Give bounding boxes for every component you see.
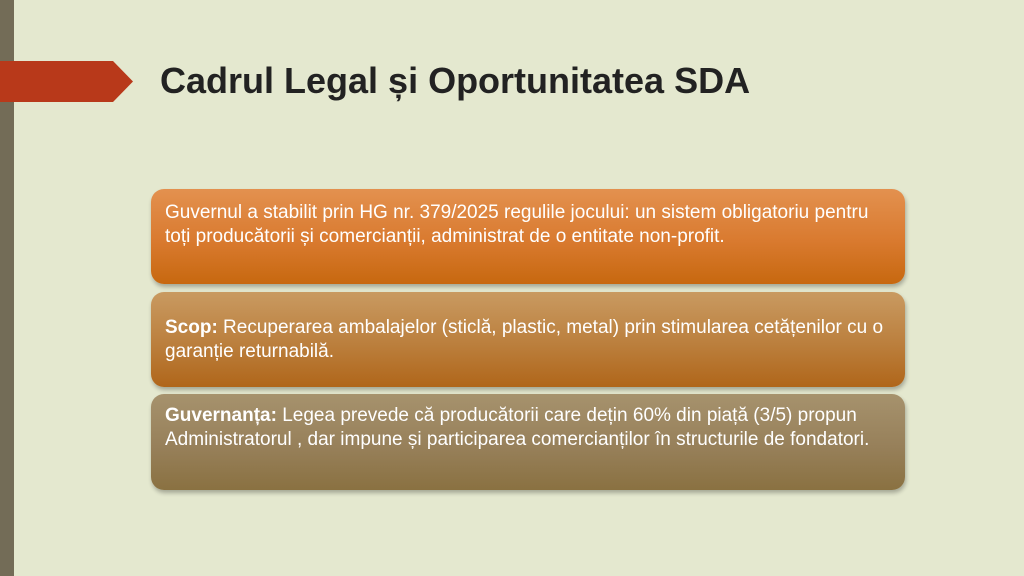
slide-title: Cadrul Legal și Oportunitatea SDA xyxy=(160,60,751,101)
card-text: Guvernul a stabilit prin HG nr. 379/2025 regulile jocului: un sistem obligatoriu pentru toți producătorii și comercianții, administrat de o entitate non-profit. xyxy=(165,202,869,247)
content-card-legal-framework xyxy=(151,189,905,284)
card-label: Scop: xyxy=(165,317,218,338)
card-text: Legea prevede că producătorii care dețin 60% din piață (3/5) propun Administratorul , dar impune și participarea comercianților în structurile de fondatori. xyxy=(165,405,870,450)
title-arrow-decoration xyxy=(0,61,133,102)
card-text: Recuperarea ambalajelor (sticlă, plastic, metal) prin stimularea cetățenilor cu o garanție returnabilă. xyxy=(165,317,884,362)
content-card-scope xyxy=(151,292,905,387)
content-card-governance xyxy=(151,394,905,490)
card-label: Guvernanța: xyxy=(165,405,277,426)
